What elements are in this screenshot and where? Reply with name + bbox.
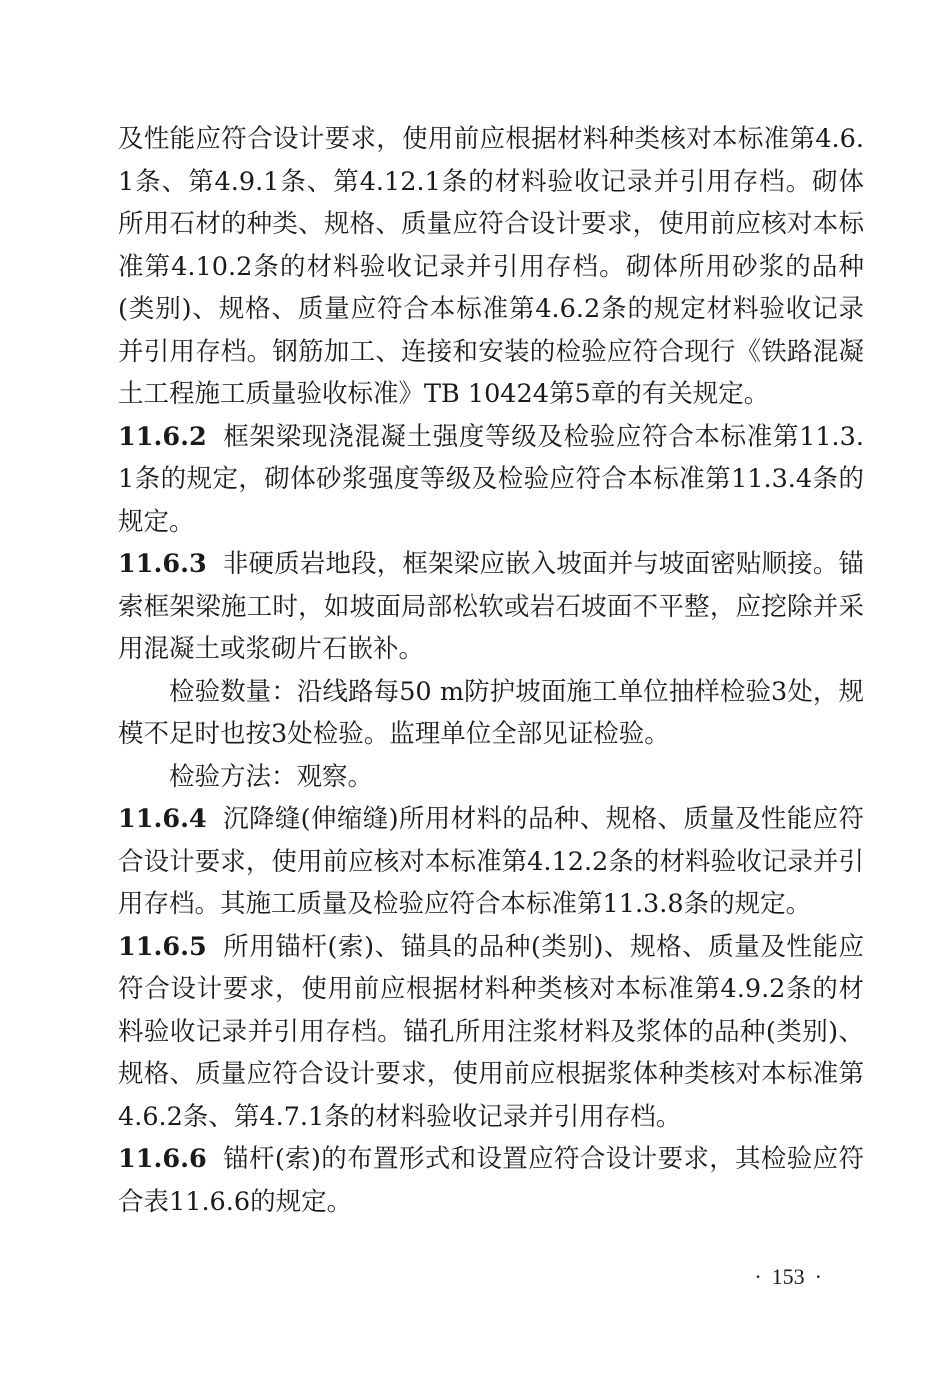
paragraph-continuation <box>118 118 864 416</box>
clause-number: 11.6.2 <box>118 421 207 452</box>
page-number <box>744 1262 832 1292</box>
paragraph-text: 检验方法：观察。 <box>169 761 374 792</box>
clause-11-6-6 <box>118 1138 864 1223</box>
paragraph-text: 及性能应符合设计要求，使用前应根据材料种类核对本标准第4.6.1条、第4.9.1条、第4.12.1条的材料验收记录并引用存档。砌体所用石材的种类、规格、质量应符合设计要求，使用前应核对本标准第4.10.2条的材料验收记录并引用存档。砌体所用砂浆的品种(类别)、规格、质量应符合本标准第4.6.2条的规定材料验收记录并引用存档。钢筋加工、连接和安装的检验应符合现行《铁路混凝土工程施工质量验收标准》TB 10424第5章的有关规定。 <box>118 124 864 409</box>
clause-11-6-5 <box>118 926 864 1139</box>
paragraph-text: 检验数量：沿线路每50 m防护坡面施工单位抽样检验3处，规模不足时也按3处检验。监理单位全部见证检验。 <box>118 676 864 749</box>
clause-text: 框架梁现浇混凝土强度等级及检验应符合本标准第11.3.1条的规定，砌体砂浆强度等级及检验应符合本标准第11.3.4条的规定。 <box>118 421 864 537</box>
clause-number: 11.6.4 <box>118 804 207 834</box>
clause-11-6-3 <box>118 543 864 671</box>
clause-text: 非硬质岩地段，框架梁应嵌入坡面并与坡面密贴顺接。锚索框架梁施工时，如坡面局部松软或岩石坡面不平整，应挖除并采用混凝土或浆砌片石嵌补。 <box>118 549 864 664</box>
page-number-dot-left: · <box>754 1264 762 1289</box>
clause-number: 11.6.6 <box>118 1144 207 1174</box>
clause-number: 11.6.5 <box>118 931 207 962</box>
body-text <box>118 118 864 1223</box>
inspection-method <box>118 756 864 799</box>
clause-text: 沉降缝(伸缩缝)所用材料的品种、规格、质量及性能应符合设计要求，使用前应核对本标准第4.12.2条的材料验收记录并引用存档。其施工质量及检验应符合本标准第11.3.8条的规定。 <box>118 804 864 919</box>
clause-number: 11.6.3 <box>118 549 207 579</box>
clause-11-6-2 <box>118 416 864 544</box>
page-number-dot-right: · <box>814 1264 822 1289</box>
clause-text: 所用锚杆(索)、锚具的品种(类别)、规格、质量及性能应符合设计要求，使用前应根据材料种类核对本标准第4.9.2条的材料验收记录并引用存档。锚孔所用注浆材料及浆体的品种(类别)、规格、质量应符合设计要求，使用前应根据浆体种类核对本标准第4.6.2条、第4.7.1条的材料验收记录并引用存档。 <box>118 931 864 1132</box>
clause-text: 锚杆(索)的布置形式和设置应符合设计要求，其检验应符合表11.6.6的规定。 <box>118 1144 864 1217</box>
inspection-quantity <box>118 671 864 756</box>
page-number-value: 153 <box>771 1264 805 1289</box>
clause-11-6-4 <box>118 798 864 926</box>
